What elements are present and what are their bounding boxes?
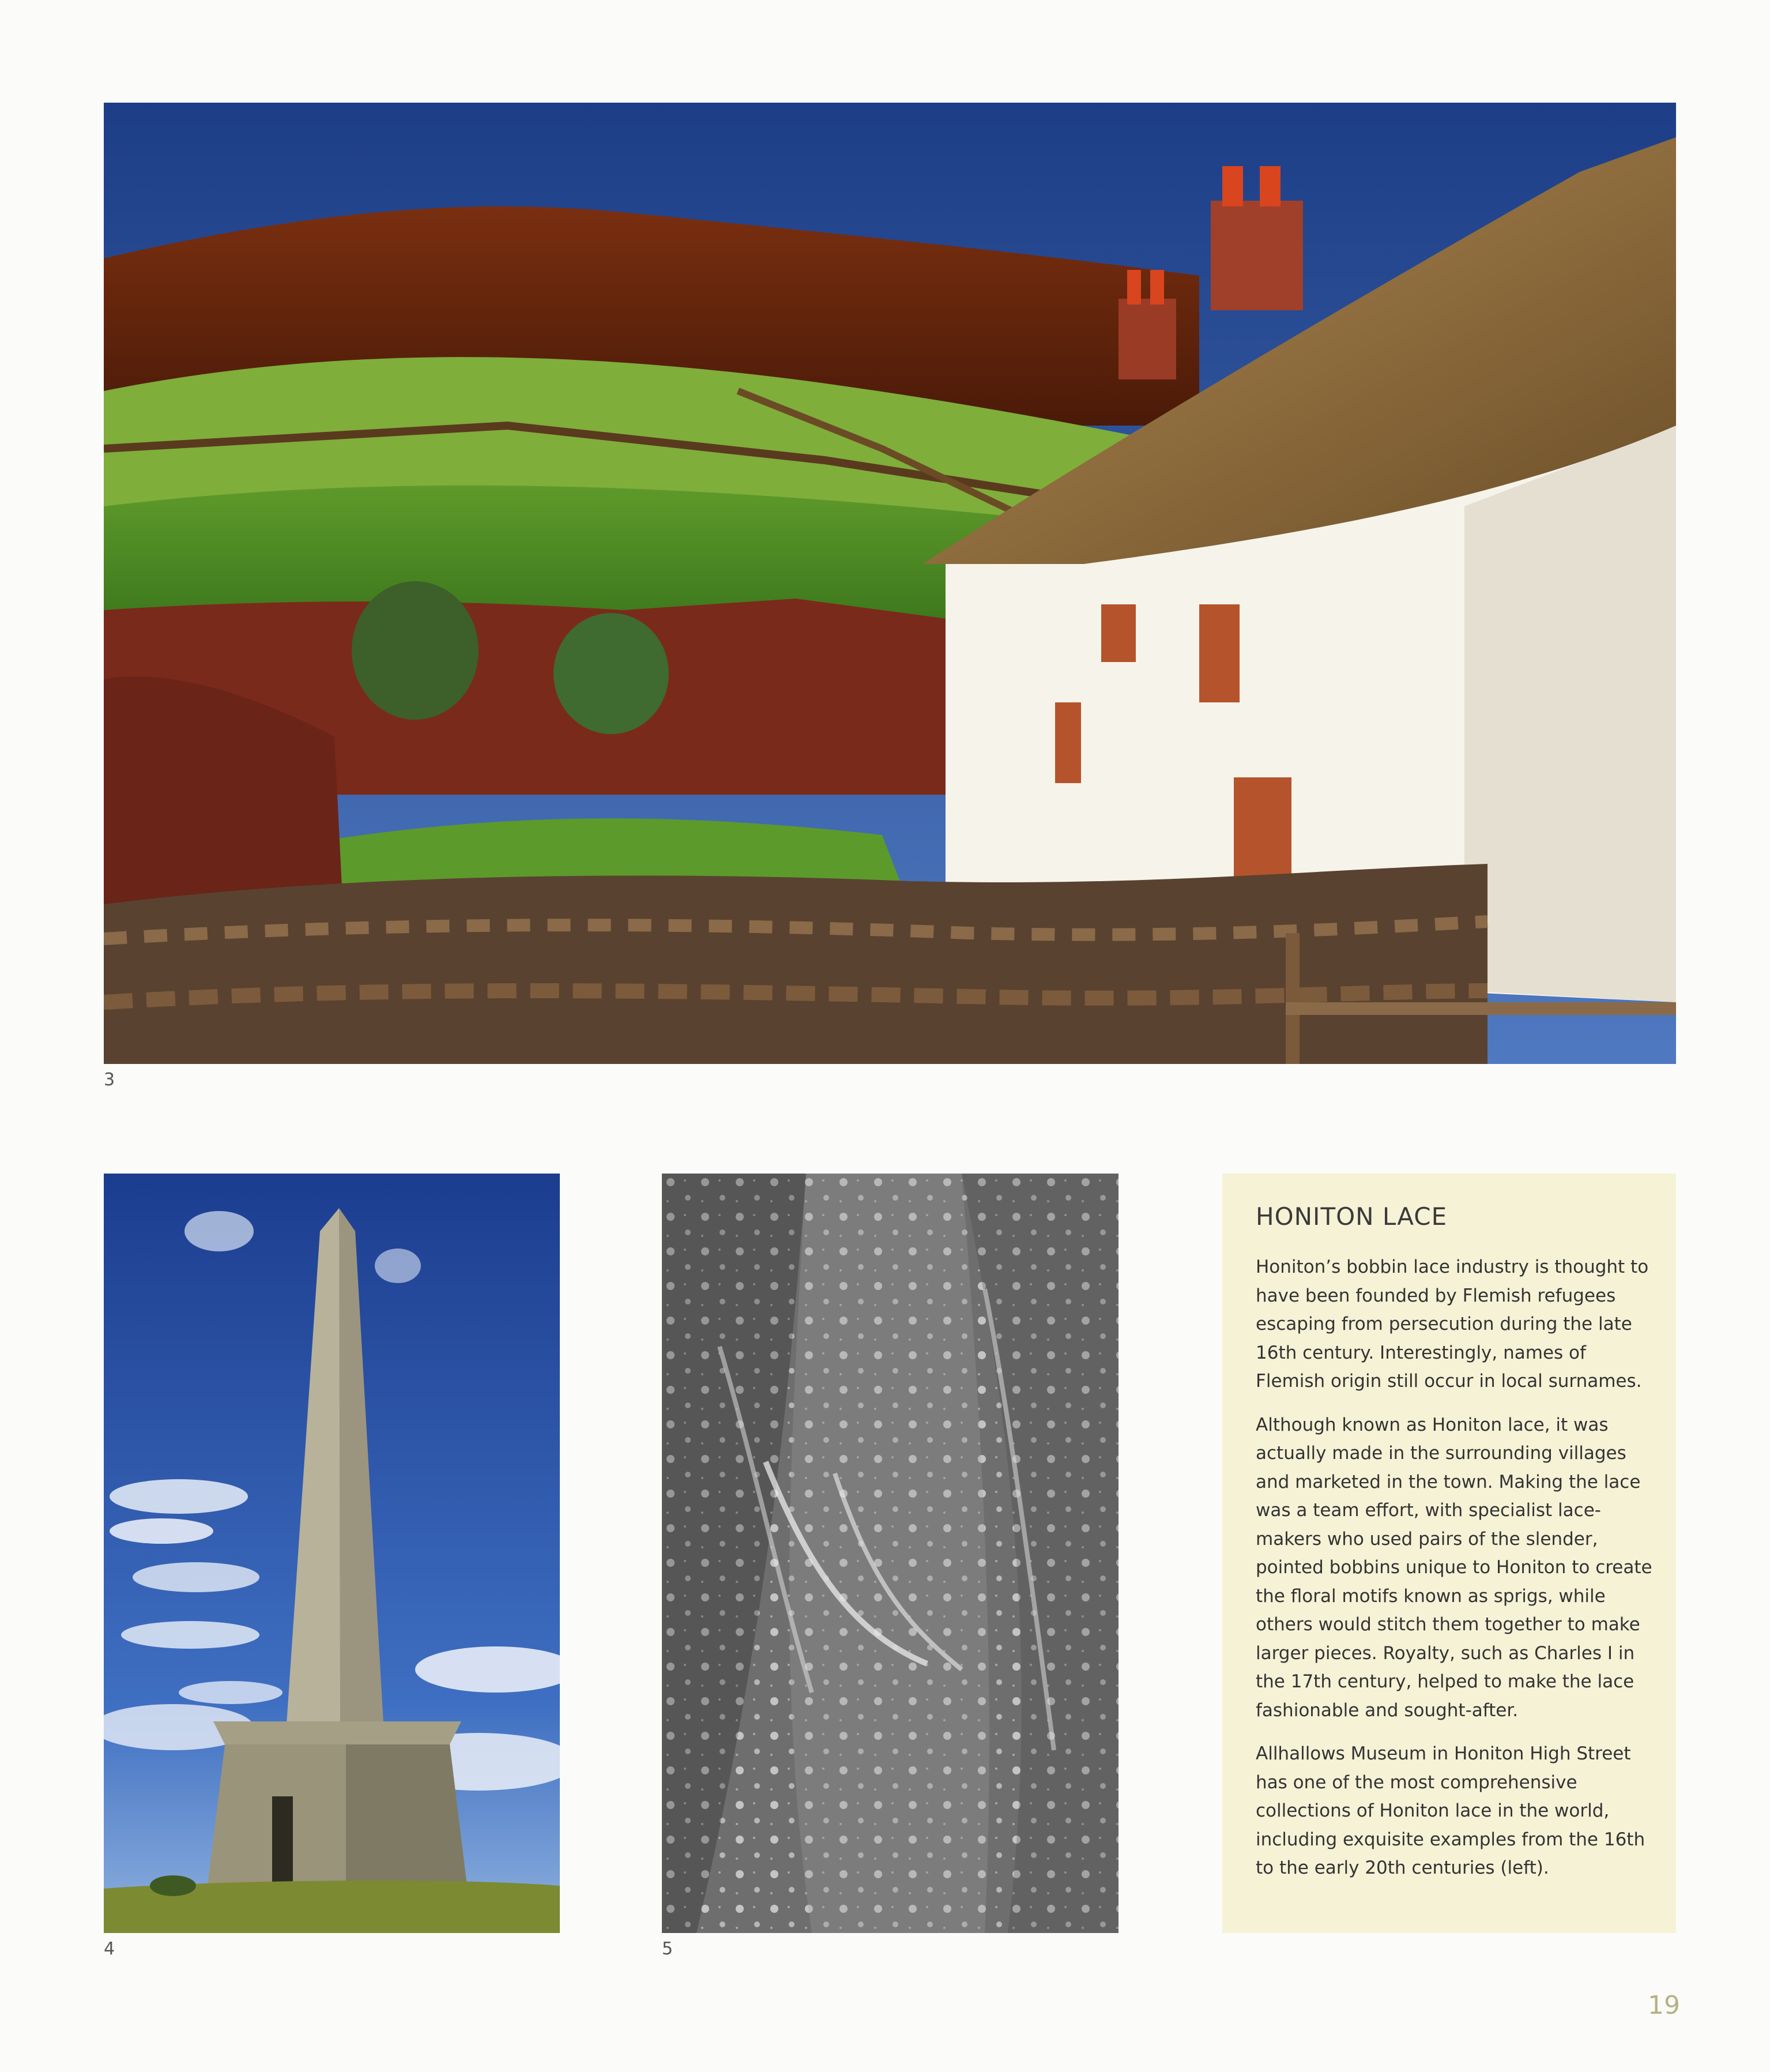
lace-photo bbox=[662, 1174, 1119, 1933]
sidebar-paragraph: Although known as Honiton lace, it was actually made in the surrounding villages and marketed in the town. Making the lace was a team effort, with specialist lace-makers who used pairs of the slender, pointed bobbins unique to Honiton to create the floral motifs known as sprigs, while others would stitch them together to make larger pieces. Royalty, such as Charles I in the 17th century, helped to make the lace fashionable and sought-after. bbox=[1256, 1414, 1652, 1721]
obelisk-photo bbox=[104, 1174, 560, 1933]
sidebar-paragraph: Allhallows Museum in Honiton High Street has one of the most comprehensive collections of Honiton lace in the world, including exquisite examples from the 16th to the early 20th centuries (left). bbox=[1256, 1743, 1645, 1879]
cottage-landscape-photo bbox=[104, 103, 1676, 1064]
sidebar-paragraph: Honiton’s bobbin lace industry is thought to have been founded by Flemish refugees escaping from persecution during the late 16th century. Interestingly, names of Flemish origin still occur in local surnames. bbox=[1256, 1257, 1649, 1392]
honiton-lace-sidebar bbox=[1222, 1174, 1676, 1933]
photo-caption-number: 5 bbox=[662, 1939, 673, 1959]
photo-caption-number: 4 bbox=[104, 1939, 115, 1959]
photo-caption-number: 3 bbox=[104, 1070, 115, 1090]
sidebar-title: HONITON LACE bbox=[1256, 1202, 1448, 1231]
page-number: 19 bbox=[1648, 1991, 1680, 2020]
